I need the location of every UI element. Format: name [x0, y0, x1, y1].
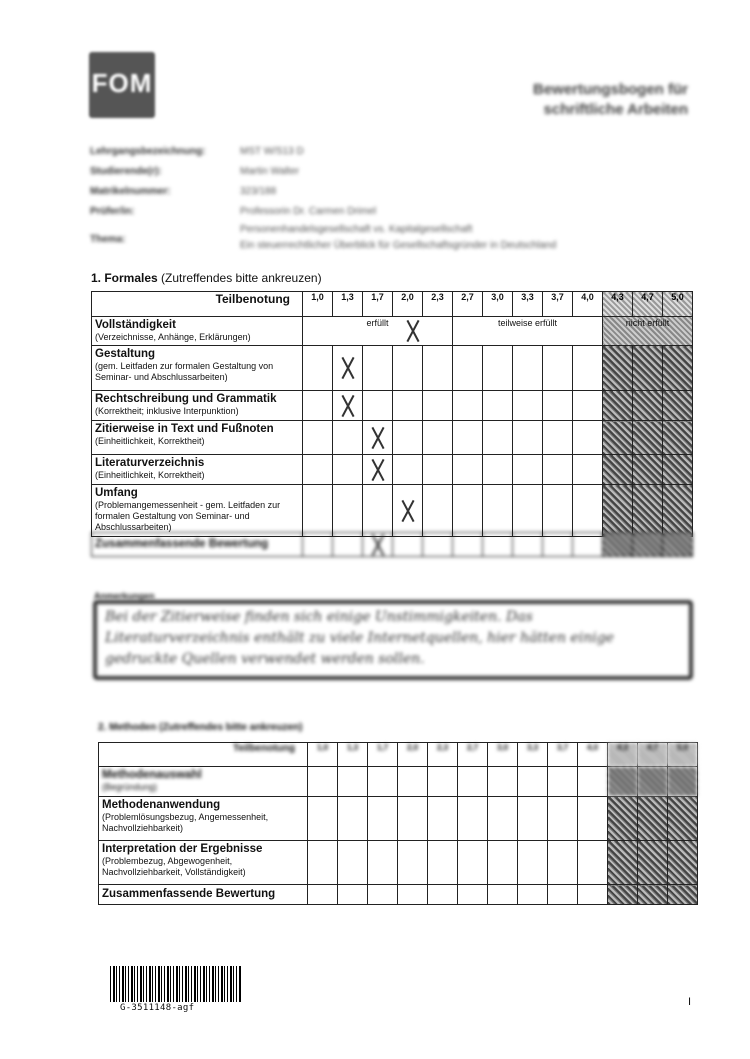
grade-cell-marked [363, 455, 393, 485]
grade-cell [303, 533, 333, 557]
grade-header: 5,0 [668, 743, 698, 767]
grade-cell-hatched [663, 421, 693, 455]
meta-value-theme: Personenhandelsgesellschaft vs. Kapitalgesellschaft [240, 224, 473, 235]
grade-cell-hatched [608, 767, 638, 797]
grade-cell [518, 841, 548, 885]
meta-value-examiner: Professorin Dr. Carmen Drimel [240, 206, 377, 217]
grade-cell [458, 797, 488, 841]
criterion-cell [92, 317, 303, 346]
grade-cell-marked [333, 346, 363, 391]
criterion-name: Rechtschreibung und Grammatik [95, 393, 277, 405]
grade-cell [513, 421, 543, 455]
grade-header: 1,3 [333, 292, 363, 317]
meta-value-course: MST W/S13 D [240, 146, 304, 157]
grade-cell [543, 421, 573, 455]
grade-cell [398, 797, 428, 841]
grade-cell [488, 885, 518, 905]
grade-cell [308, 797, 338, 841]
criterion-cell [99, 767, 308, 797]
grade-cell-hatched [638, 797, 668, 841]
grade-cell-hatched [603, 391, 633, 421]
section1-summary-table [91, 532, 693, 557]
grade-cell [398, 885, 428, 905]
grade-cell-hatched [638, 767, 668, 797]
section2-title: 2. Methoden (Zutreffendes bitte ankreuzen) [98, 722, 303, 733]
grade-cell-hatched [633, 455, 663, 485]
grade-cell-hatched [668, 767, 698, 797]
grade-cell [393, 533, 423, 557]
grade-cell [368, 841, 398, 885]
criterion-cell [92, 485, 303, 537]
grade-cell [338, 841, 368, 885]
grade-cell-marked [393, 485, 423, 537]
section2-grade-table [98, 742, 698, 905]
grade-cell-hatched [638, 841, 668, 885]
grade-header: 3,7 [543, 292, 573, 317]
summary-label-text: Zusammenfassende Bewertung [102, 888, 276, 900]
criterion-row [92, 485, 693, 537]
meta-label-student: Studierende(r): [90, 166, 162, 177]
grade-cell [578, 885, 608, 905]
grade-cell [573, 421, 603, 455]
meta-label-theme: Thema: [90, 234, 126, 245]
grade-cell [458, 767, 488, 797]
grade-cell [393, 421, 423, 455]
grade-cell-hatched [638, 885, 668, 905]
criterion-name: Vollständigkeit [95, 319, 176, 331]
grade-cell [573, 455, 603, 485]
grade-cell [578, 767, 608, 797]
meta-value-student: Martin Walter [240, 166, 300, 177]
grade-cell [308, 841, 338, 885]
meta-value-theme-line2: Ein steuerrechtlicher Überblick für Gesellschaftsgründer in Deutschland [240, 240, 557, 251]
check-x-mark [333, 346, 363, 390]
grade-cell-hatched [603, 421, 633, 455]
section1-title-rest: (Zutreffendes bitte ankreuzen) [157, 271, 322, 285]
criterion-desc: (Verzeichnisse, Anhänge, Erklärungen) [95, 332, 251, 342]
grade-cell-hatched [668, 841, 698, 885]
grade-cell [573, 485, 603, 537]
grade-cell [398, 841, 428, 885]
criterion-desc: (Einheitlichkeit, Korrektheit) [95, 436, 205, 446]
grade-cell-hatched [603, 455, 633, 485]
grade-cell-marked [363, 533, 393, 557]
grade-cell [303, 421, 333, 455]
grade-cell [573, 533, 603, 557]
grade-cell [453, 533, 483, 557]
meta-label-examiner: Prüfer/in: [90, 206, 135, 217]
grade-cell [453, 346, 483, 391]
grade-cell-hatched [633, 391, 663, 421]
grade-cell [458, 885, 488, 905]
grade-header: 3,3 [513, 292, 543, 317]
section1-grade-table [91, 291, 693, 537]
grade-header: 3,7 [548, 743, 578, 767]
grade-cell-marked [333, 391, 363, 421]
grade-cell-hatched [603, 533, 633, 557]
grade-cell-hatched [663, 391, 693, 421]
grade-cell [573, 391, 603, 421]
grade-cell [483, 533, 513, 557]
meta-label-course: Lehrgangsbezeichnung: [90, 146, 206, 157]
grade-cell-hatched [668, 885, 698, 905]
grade-cell [308, 767, 338, 797]
grade-cell [423, 421, 453, 455]
grade-cell [548, 885, 578, 905]
remarks-text: Bei der Zitierweise finden sich einige Unstimmigkeiten. Das Literaturverzeichnis enthält zu viele Internetquellen, hier hätten einige gedruckte Quellen verwendet werden sollen. [105, 609, 614, 667]
meta-label-matrikel: Matrikelnummer: [90, 186, 171, 197]
criterion-row [92, 391, 693, 421]
section2-header-row [99, 743, 698, 767]
grade-cell [573, 346, 603, 391]
grade-cell [303, 346, 333, 391]
grade-cell [483, 391, 513, 421]
grade-header: 4,3 [603, 292, 633, 317]
form-title-line2: schriftliche Arbeiten [543, 101, 688, 118]
grade-cell [483, 455, 513, 485]
criterion-name: Methodenauswahl [102, 769, 202, 781]
section1-title [91, 271, 322, 285]
grade-cell-hatched [633, 485, 663, 537]
grade-cell [423, 391, 453, 421]
grade-cell [303, 485, 333, 537]
section2-summary-row [99, 885, 698, 905]
criterion-row [92, 421, 693, 455]
criterion-row [92, 455, 693, 485]
grade-cell [363, 391, 393, 421]
criterion-desc: (Problembezug, Abgewogenheit, Nachvollziehbarkeit, Vollständigkeit) [102, 856, 246, 877]
grade-cell-hatched [663, 455, 693, 485]
grade-header: 4,7 [638, 743, 668, 767]
barcode-text: G-3511148-agf [120, 1003, 195, 1013]
grade-cell-hatched [663, 533, 693, 557]
grade-cell [423, 485, 453, 537]
grade-cell [548, 841, 578, 885]
summary-label-text: Zusammenfassende Bewertung [95, 538, 269, 550]
grade-cell [578, 841, 608, 885]
grade-cell-hatched [608, 841, 638, 885]
grade-cell-hatched [608, 797, 638, 841]
span-label-teilweise: teilweise erfüllt [453, 317, 603, 346]
grade-cell [423, 533, 453, 557]
grade-cell [513, 346, 543, 391]
remarks-box [93, 600, 693, 680]
grade-cell [543, 455, 573, 485]
grade-header: 3,0 [488, 743, 518, 767]
form-title-line1: Bewertungsbogen für [532, 81, 688, 98]
grade-cell [428, 841, 458, 885]
grade-header: 2,7 [458, 743, 488, 767]
criterion-name: Literaturverzeichnis [95, 457, 205, 469]
criterion-cell [92, 391, 303, 421]
grade-cell [458, 841, 488, 885]
grade-cell [518, 767, 548, 797]
grade-cell [518, 797, 548, 841]
grade-header: 2,3 [428, 743, 458, 767]
section2-header-label: Teilbenotung [99, 743, 308, 767]
grade-cell [453, 485, 483, 537]
grade-cell-hatched [663, 346, 693, 391]
criterion-desc: (Problemlösungsbezug, Angemessenheit, Nachvollziehbarkeit) [102, 812, 269, 833]
grade-cell [548, 767, 578, 797]
grade-header: 2,0 [398, 743, 428, 767]
grade-cell [428, 797, 458, 841]
grade-cell [483, 485, 513, 537]
criterion-desc: (Einheitlichkeit, Korrektheit) [95, 470, 205, 480]
grade-cell [303, 455, 333, 485]
check-x-mark [393, 485, 423, 536]
grade-cell [333, 455, 363, 485]
grade-cell-hatched [668, 797, 698, 841]
criterion-row [99, 841, 698, 885]
span-label-text: erfüllt [366, 318, 389, 328]
criterion-cell [92, 455, 303, 485]
grade-header: 1,7 [363, 292, 393, 317]
grade-cell [543, 391, 573, 421]
grade-cell [368, 767, 398, 797]
grade-cell-hatched [608, 885, 638, 905]
grade-cell-hatched [633, 346, 663, 391]
meta-value-matrikel: 323/188 [240, 186, 277, 197]
criterion-row [99, 797, 698, 841]
grade-cell [338, 885, 368, 905]
grade-cell [393, 391, 423, 421]
grade-cell [548, 797, 578, 841]
section1-header-label: Teilbenotung [92, 292, 303, 317]
grade-header: 4,0 [578, 743, 608, 767]
grade-cell [423, 455, 453, 485]
criterion-name: Interpretation der Ergebnisse [102, 843, 263, 855]
grade-header: 3,0 [483, 292, 513, 317]
grade-cell [393, 346, 423, 391]
grade-header: 1,0 [303, 292, 333, 317]
grade-cell [333, 533, 363, 557]
section1-summary-label [92, 533, 303, 557]
grade-header: 2,7 [453, 292, 483, 317]
grade-cell [488, 841, 518, 885]
check-x-mark [333, 391, 363, 420]
check-x-mark [363, 421, 393, 454]
grade-header: 4,0 [573, 292, 603, 317]
criterion-desc: (gem. Leitfaden zur formalen Gestaltung von Seminar- und Abschlussarbeiten) [95, 361, 274, 382]
grade-cell [338, 767, 368, 797]
grade-cell [368, 885, 398, 905]
grade-cell-hatched [603, 485, 633, 537]
grade-cell [453, 421, 483, 455]
grade-cell [513, 455, 543, 485]
check-x-mark [403, 319, 423, 343]
form-title [533, 80, 688, 120]
grade-cell [543, 485, 573, 537]
fom-logo: FOM [89, 52, 155, 118]
criterion-name: Gestaltung [95, 348, 156, 360]
section1-summary-row [91, 532, 693, 558]
grade-cell [428, 767, 458, 797]
grade-cell [578, 797, 608, 841]
section1-title-bold: 1. Formales [91, 271, 158, 285]
grade-cell [363, 485, 393, 537]
grade-header: 5,0 [663, 292, 693, 317]
span-label-erfuellt [303, 317, 453, 346]
grade-cell [338, 797, 368, 841]
grade-cell-marked [363, 421, 393, 455]
grade-cell [513, 533, 543, 557]
grade-cell [333, 485, 363, 537]
grade-cell [488, 797, 518, 841]
criterion-desc: (Problemangemessenheit - gem. Leitfaden zur formalen Gestaltung von Seminar- und Abschlussarbeiten) [95, 500, 281, 532]
criterion-name: Umfang [95, 487, 138, 499]
grade-cell [453, 455, 483, 485]
grade-cell [333, 421, 363, 455]
grade-cell [518, 885, 548, 905]
grade-header: 1,7 [368, 743, 398, 767]
grade-cell [428, 885, 458, 905]
grade-cell [483, 346, 513, 391]
check-x-mark [363, 455, 393, 484]
grade-cell [513, 485, 543, 537]
grade-cell [543, 533, 573, 557]
grade-cell [363, 346, 393, 391]
grade-header: 1,0 [308, 743, 338, 767]
grade-cell-hatched [633, 421, 663, 455]
grade-cell [308, 885, 338, 905]
criterion-cell [99, 841, 308, 885]
grade-cell [513, 391, 543, 421]
grade-cell [543, 346, 573, 391]
grade-cell-hatched [603, 346, 633, 391]
grade-cell [368, 797, 398, 841]
grade-cell [398, 767, 428, 797]
grade-header: 2,3 [423, 292, 453, 317]
criterion-cell [92, 421, 303, 455]
criterion-row [92, 317, 693, 346]
grade-cell [488, 767, 518, 797]
section2-summary-label [99, 885, 308, 905]
section1-header-row [92, 292, 693, 317]
grade-header: 3,3 [518, 743, 548, 767]
criterion-name: Methodenanwendung [102, 799, 221, 811]
grade-cell [303, 391, 333, 421]
criterion-cell [99, 797, 308, 841]
grade-cell [483, 421, 513, 455]
criterion-desc: (Begründung) [102, 782, 158, 792]
grade-cell [393, 455, 423, 485]
criterion-row [99, 767, 698, 797]
check-x-mark [363, 533, 393, 557]
criterion-name: Zitierweise in Text und Fußnoten [95, 423, 274, 435]
page-mark: I [688, 996, 692, 1008]
grade-header: 4,3 [608, 743, 638, 767]
criterion-desc: (Korrektheit; inklusive Interpunktion) [95, 406, 239, 416]
grade-cell [423, 346, 453, 391]
criterion-row [92, 346, 693, 391]
grade-cell-hatched [663, 485, 693, 537]
grade-header: 1,3 [338, 743, 368, 767]
remarks-label: Anmerkungen [94, 591, 155, 601]
barcode [110, 966, 242, 1002]
criterion-cell [92, 346, 303, 391]
grade-header: 2,0 [393, 292, 423, 317]
grade-header: 4,7 [633, 292, 663, 317]
span-label-nicht: nicht erfüllt [603, 317, 693, 346]
grade-cell [453, 391, 483, 421]
grade-cell-hatched [633, 533, 663, 557]
